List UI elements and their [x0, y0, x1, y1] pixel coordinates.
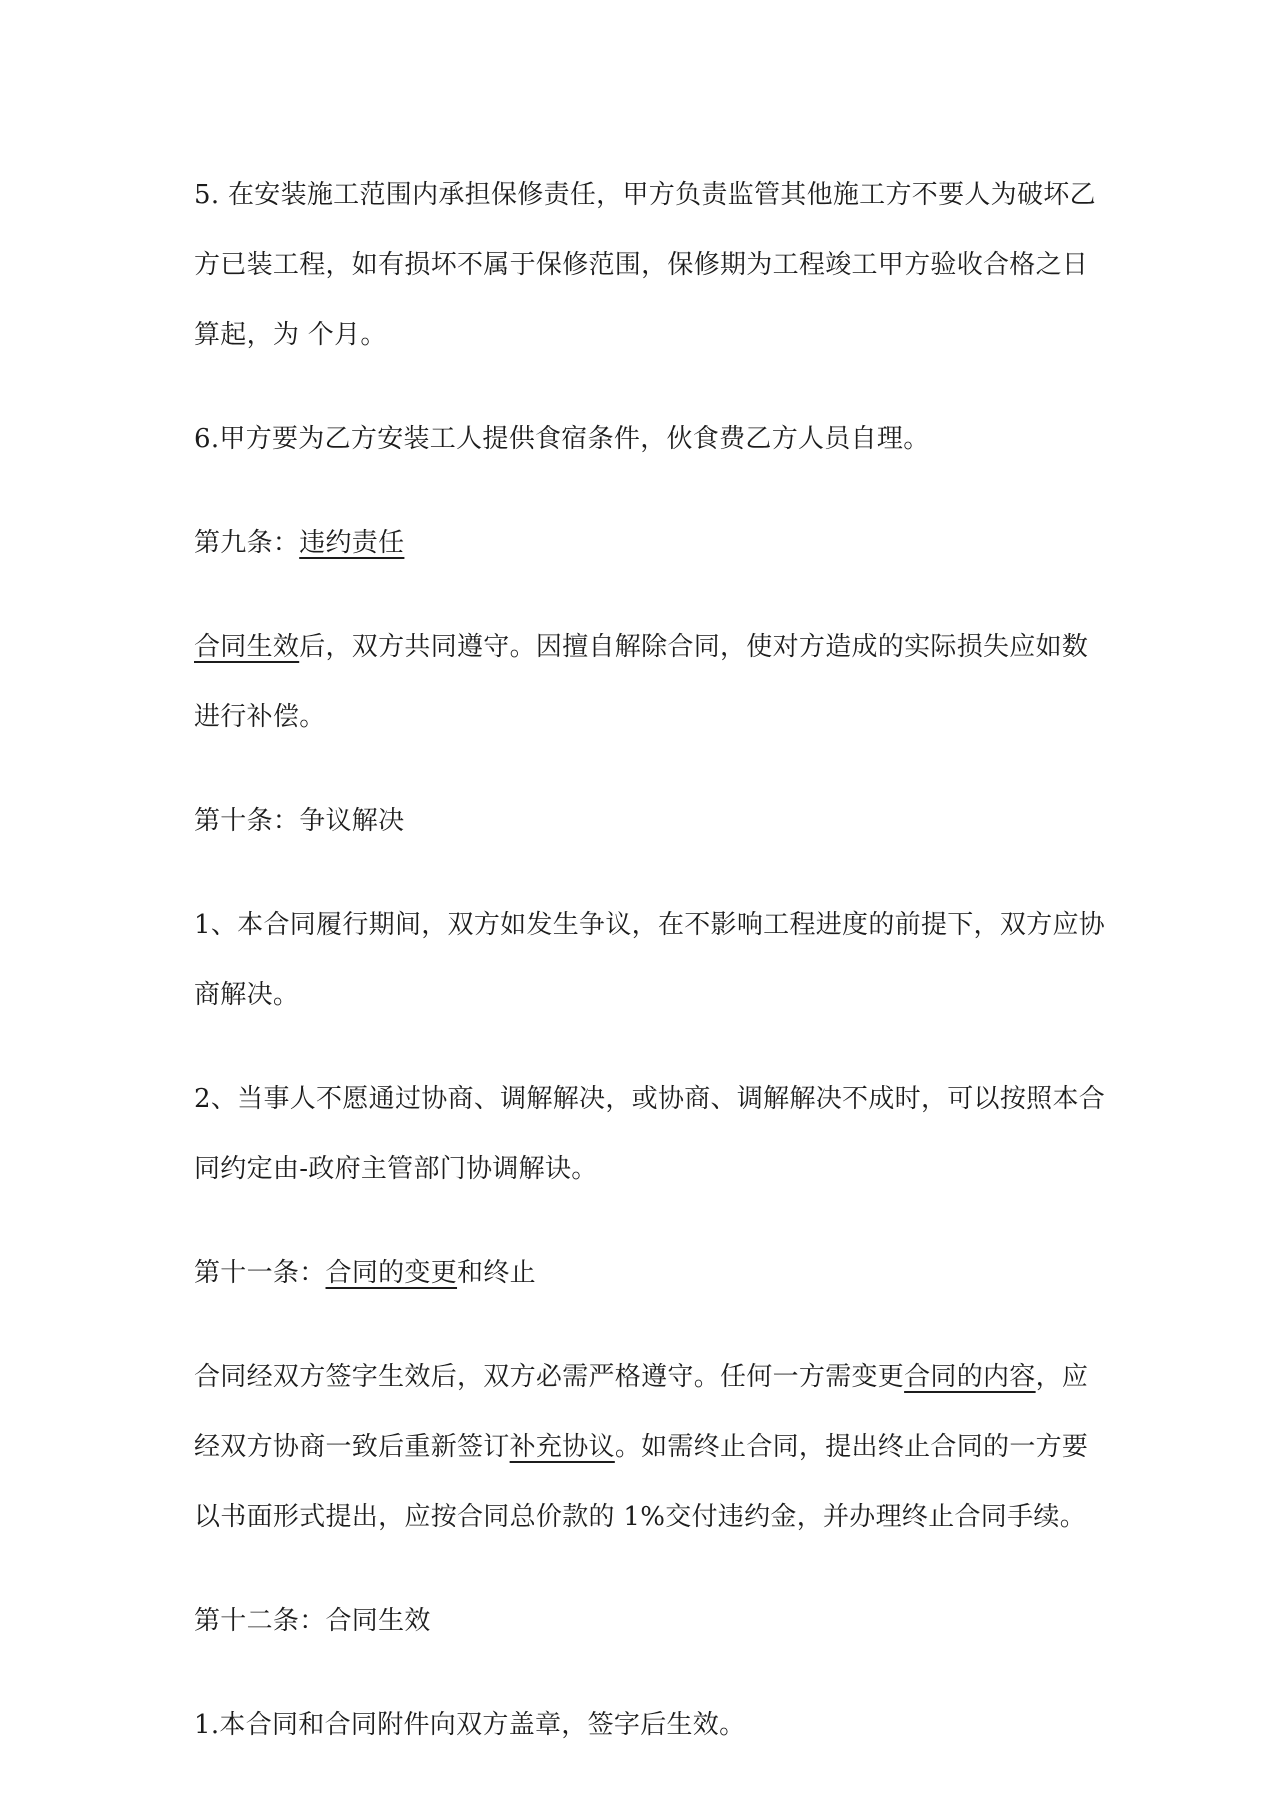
contract-effective-link[interactable]: 合同生效	[194, 632, 300, 662]
article-10-item-1	[194, 890, 1106, 1030]
article-10-item-2	[194, 1064, 1106, 1204]
text-line: 2、当事人不愿通过协商、调解解决，或协商、调解解决不成时，可以按照本合	[194, 1084, 1106, 1114]
clause-6-paragraph	[194, 404, 1094, 474]
clause-5-paragraph	[194, 160, 1094, 370]
text-line: 方已装工程，如有损坏不属于保修范围，保修期为工程竣工甲方验收合格之日	[194, 250, 1089, 280]
article-12-item-1	[194, 1690, 1094, 1760]
document-content	[194, 160, 1106, 1794]
contract-change-link[interactable]: 合同的变更	[325, 1258, 458, 1288]
text-run: 合同经双方签字生效后，双方必需严格遵守。任何一方需变更	[194, 1362, 905, 1392]
text-line: 商解决。	[194, 980, 300, 1010]
text-line: 1.本合同和合同附件向双方盖章，签字后生效。	[194, 1710, 746, 1740]
text-line: 同约定由-政府主管部门协调解诀。	[194, 1154, 598, 1184]
text-line: 1、本合同履行期间，双方如发生争议，在不影响工程进度的前提下，双方应协	[194, 910, 1106, 940]
article-9-body	[194, 612, 1094, 752]
text-line: 6.甲方要为乙方安装工人提供食宿条件，伙食费乙方人员自理。	[194, 424, 930, 454]
article-11-title-rest: 和终止	[457, 1258, 536, 1288]
article-11-heading	[194, 1238, 1094, 1308]
text-line: 以书面形式提出，应按合同总价款的 1%交付违约金，并办理终止合同手续。	[194, 1502, 1087, 1532]
text-line: 5. 在安装施工范围内承担保修责任，甲方负责监管其他施工方不要人为破坏乙	[194, 180, 1096, 210]
text-run: 经双方协商一致后重新签订	[194, 1432, 510, 1462]
text-line	[194, 612, 1094, 682]
article-11-body	[194, 1342, 1094, 1552]
supplementary-agreement-link[interactable]: 补充协议	[509, 1432, 615, 1462]
article-9-heading	[194, 508, 1094, 578]
article-12-heading: 第十二条：合同生效	[194, 1606, 431, 1636]
text-line	[194, 1342, 1094, 1412]
article-9-title-link[interactable]: 违约责任	[299, 528, 405, 558]
article-11-prefix: 第十一条：	[194, 1258, 326, 1288]
text-run: ，应	[1035, 1362, 1089, 1392]
text-run: 。如需终止合同，提出终止合同的一方要	[614, 1432, 1089, 1462]
text-line: 算起，为 个月。	[194, 320, 387, 350]
article-10-heading: 第十条：争议解决	[194, 806, 405, 836]
contract-content-link[interactable]: 合同的内容	[904, 1362, 1036, 1392]
article-9-prefix: 第九条：	[194, 528, 300, 558]
text-line: 进行补偿。	[194, 702, 326, 732]
text-run: 后，双方共同遵守。因擅自解除合同，使对方造成的实际损失应如数	[299, 632, 1089, 662]
text-line	[194, 1412, 1094, 1482]
